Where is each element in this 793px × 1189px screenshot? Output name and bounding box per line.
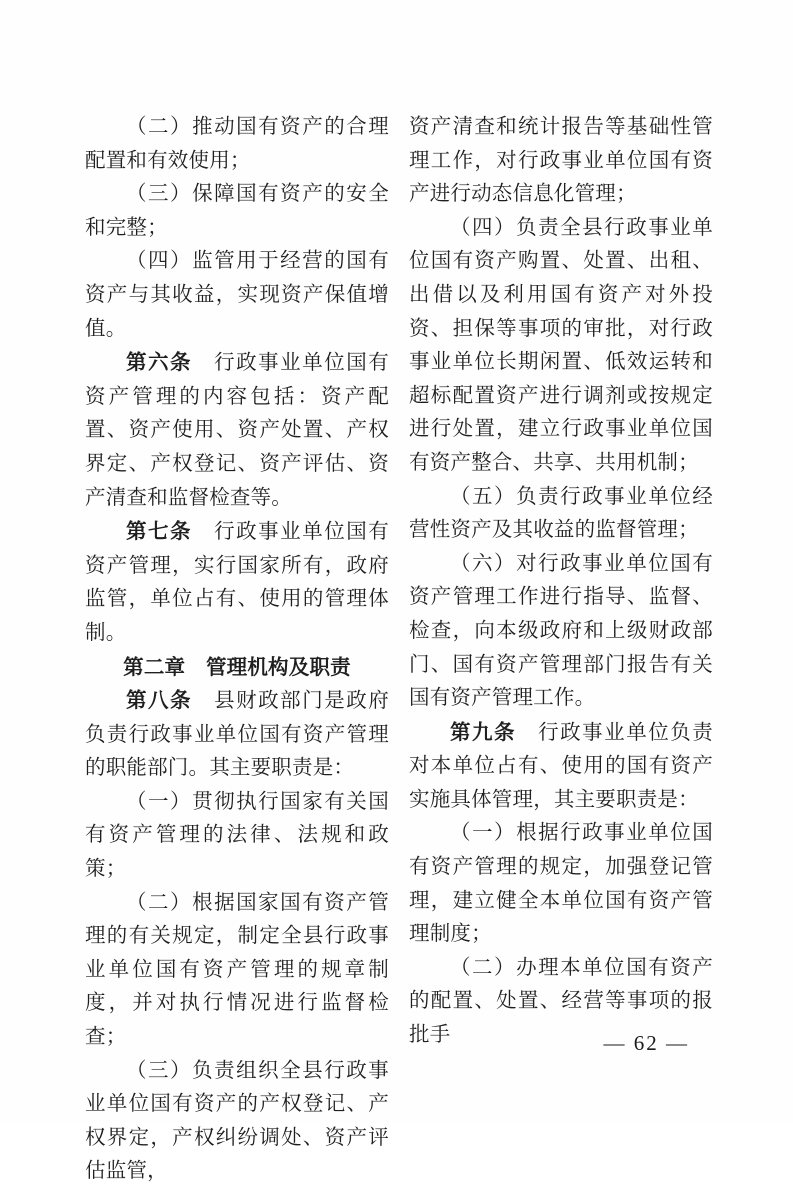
article-number-label: 第八条 <box>126 689 193 713</box>
paragraph-text: 资产清查和统计报告等基础性管理工作，对行政事业单位国有资产进行动态信息化管理； <box>409 116 713 206</box>
paragraph-text: （二）办理本单位国有资产的配置、处置、经营等事项的报批手 <box>409 956 713 1047</box>
right-column <box>409 111 713 1189</box>
paragraph <box>409 716 713 818</box>
paragraph-text: 第二章 管理机构及职责 <box>123 655 351 679</box>
paragraph <box>85 684 389 786</box>
paragraph <box>409 212 713 481</box>
paragraph <box>409 548 713 716</box>
paragraph <box>85 887 389 1055</box>
paragraph-text: （四）负责全县行政事业单位国有资产购置、处置、出租、出借以及利用国有资产对外投资、担保等事项的审批，对行政事业单位长期闲置、低效运转和超标配置资产进行调剂或按规定进行处置，建立行政事业单位国有资产整合、共享、共用机制； <box>409 216 713 474</box>
paragraph <box>409 481 713 548</box>
paragraph-text: 县财政部门是政府负责行政事业单位国有资产管理的职能部门。其主要职责是： <box>85 690 389 780</box>
paragraph-text: （五）负责行政事业单位经营性资产及其收益的监督管理； <box>409 485 713 542</box>
paragraph-text: （四）监管用于经营的国有资产与其收益，实现资产保值增值。 <box>85 250 389 340</box>
paragraph-text: （三）保障国有资产的安全和完整； <box>85 183 389 239</box>
chapter-heading <box>85 651 389 685</box>
article-number-label: 第六条 <box>126 351 193 375</box>
paragraph-text: （一）根据行政事业单位国有资产管理的规定，加强登记管理，建立健全本单位国有资产管理制度； <box>409 822 713 946</box>
article-number-label: 第九条 <box>450 720 517 744</box>
paragraph-text: 行政事业单位负责对本单位占有、使用的国有资产实施具体管理，其主要职责是： <box>409 721 713 811</box>
paragraph <box>409 817 713 951</box>
paragraph-text: 行政事业单位国有资产管理，实行国家所有，政府监管，单位占有、使用的管理体制。 <box>85 521 389 644</box>
paragraph <box>85 346 389 515</box>
paragraph <box>85 178 389 245</box>
page-number: — 62 — <box>603 1031 689 1055</box>
paragraph <box>85 111 389 178</box>
paragraph-text: （二）根据国家国有资产管理的有关规定，制定全县行政事业单位国有资产管理的规章制度，并对执行情况进行监督检查； <box>85 891 389 1049</box>
paragraph-text: （一）贯彻执行国家有关国有资产管理的法律、法规和政策； <box>85 790 389 881</box>
paragraph <box>85 515 389 650</box>
paragraph <box>85 786 389 887</box>
paragraph-text: 行政事业单位国有资产管理的内容包括：资产配置、资产使用、资产处置、产权界定、产权登记、资产评估、资产清查和监督检查等。 <box>85 352 389 509</box>
paragraph <box>85 245 389 346</box>
paragraph-text: （六）对行政事业单位国有资产管理工作进行指导、监督、检查，向本级政府和上级财政部门、国有资产管理部门报告有关国有资产管理工作。 <box>409 552 713 710</box>
paragraph-text: （二）推动国有资产的合理配置和有效使用； <box>85 116 389 172</box>
paragraph-text: （三）负责组织全县行政事业单位国有资产的产权登记、产权界定，产权纠纷调处、资产评估监管， <box>85 1059 389 1183</box>
paragraph <box>409 111 713 212</box>
left-column <box>85 111 389 1189</box>
text-columns <box>85 111 713 1189</box>
article-number-label: 第七条 <box>126 520 193 544</box>
